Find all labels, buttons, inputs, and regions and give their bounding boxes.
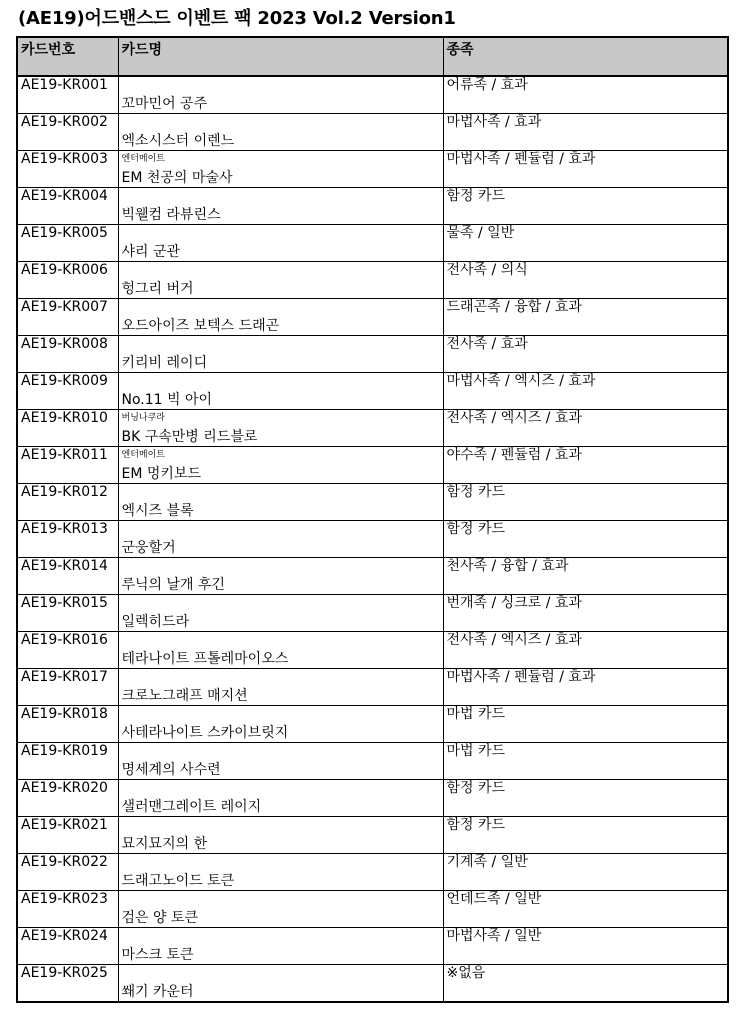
card-number-cell: AE19-KR014 (17, 558, 118, 595)
card-name: 빅웰컴 라뷰린스 (121, 207, 221, 223)
table-row (17, 743, 728, 780)
table-row (17, 151, 728, 188)
table-row (17, 669, 728, 706)
card-number-cell: AE19-KR018 (17, 706, 118, 743)
table-row (17, 188, 728, 225)
card-number-cell: AE19-KR022 (17, 854, 118, 891)
card-name-cell (118, 262, 443, 299)
table-row (17, 891, 728, 928)
table-row (17, 373, 728, 410)
card-type-cell: 물족 / 일반 (443, 225, 728, 262)
card-name-cell (118, 299, 443, 336)
card-name: No.11 빅 아이 (121, 392, 213, 408)
card-name: 드래고노이드 토큰 (121, 873, 235, 889)
card-number-cell: AE19-KR001 (17, 76, 118, 114)
table-row (17, 76, 728, 114)
card-name-cell (118, 410, 443, 447)
card-number-cell: AE19-KR020 (17, 780, 118, 817)
card-type-cell: 마법사족 / 펜듈럼 / 효과 (443, 151, 728, 188)
table-row (17, 817, 728, 854)
card-name-cell (118, 780, 443, 817)
card-name: 엑시즈 블록 (121, 503, 194, 519)
card-name-cell (118, 965, 443, 1003)
card-name-cell (118, 891, 443, 928)
card-number-cell: AE19-KR008 (17, 336, 118, 373)
page-title: (AE19)어드밴스드 이벤트 팩 2023 Vol.2 Version1 (18, 8, 456, 29)
card-type-cell: 전사족 / 효과 (443, 336, 728, 373)
card-number-cell: AE19-KR025 (17, 965, 118, 1003)
table-row (17, 632, 728, 669)
card-number-cell: AE19-KR021 (17, 817, 118, 854)
card-type-cell: 함정 카드 (443, 780, 728, 817)
card-name-cell (118, 373, 443, 410)
table-row (17, 854, 728, 891)
card-type-cell: 마법 카드 (443, 706, 728, 743)
card-name: 사테라나이트 스카이브릿지 (121, 725, 289, 741)
card-name: EM 천공의 마술사 (121, 170, 233, 186)
table-row (17, 521, 728, 558)
table-row (17, 595, 728, 632)
card-name-cell (118, 484, 443, 521)
card-type-cell: 드래곤족 / 융합 / 효과 (443, 299, 728, 336)
card-type-cell: 기계족 / 일반 (443, 854, 728, 891)
card-name-cell (118, 558, 443, 595)
table-row (17, 965, 728, 1003)
card-type-cell: 마법사족 / 일반 (443, 928, 728, 965)
card-number-cell: AE19-KR005 (17, 225, 118, 262)
card-name: 샤리 군관 (121, 244, 181, 260)
card-number-cell: AE19-KR010 (17, 410, 118, 447)
card-type-cell: 함정 카드 (443, 817, 728, 854)
card-name-cell (118, 114, 443, 151)
card-name-cell (118, 817, 443, 854)
card-name-cell (118, 151, 443, 188)
header-card-type: 종족 (443, 37, 728, 76)
card-number-cell: AE19-KR024 (17, 928, 118, 965)
card-number-cell: AE19-KR009 (17, 373, 118, 410)
table-header-row (17, 37, 728, 76)
card-list-table (16, 36, 729, 1003)
card-name: 오드아이즈 보텍스 드래곤 (121, 318, 280, 334)
card-name-cell (118, 336, 443, 373)
table-row (17, 484, 728, 521)
card-name: 쐐기 카운터 (121, 984, 194, 1000)
card-name-cell (118, 632, 443, 669)
card-name-cell (118, 76, 443, 114)
card-name: 꼬마민어 공주 (121, 96, 208, 112)
card-name: BK 구속만병 리드블로 (121, 429, 258, 445)
card-number-cell: AE19-KR004 (17, 188, 118, 225)
card-name-cell (118, 225, 443, 262)
card-name: 마스크 토큰 (121, 947, 194, 963)
card-name: 크로노그래프 매지션 (121, 688, 248, 704)
card-name-ruby: 엔터메이트 (121, 450, 165, 460)
table-row (17, 299, 728, 336)
card-type-cell: 함정 카드 (443, 188, 728, 225)
card-name: 헝그리 버거 (121, 281, 194, 297)
card-type-cell: 마법 카드 (443, 743, 728, 780)
card-name-ruby: 버닝나쿠라 (121, 413, 165, 423)
card-number-cell: AE19-KR007 (17, 299, 118, 336)
card-name-cell (118, 669, 443, 706)
card-name-cell (118, 595, 443, 632)
card-name: 묘지묘지의 한 (121, 836, 208, 852)
card-name: EM 멍키보드 (121, 466, 201, 482)
card-number-cell: AE19-KR019 (17, 743, 118, 780)
card-number-cell: AE19-KR016 (17, 632, 118, 669)
card-type-cell: 함정 카드 (443, 484, 728, 521)
card-type-cell: 마법사족 / 펜듈럼 / 효과 (443, 669, 728, 706)
card-name: 군웅할거 (121, 540, 176, 556)
card-number-cell: AE19-KR006 (17, 262, 118, 299)
card-name-cell (118, 188, 443, 225)
card-number-cell: AE19-KR015 (17, 595, 118, 632)
card-name: 명세계의 사수련 (121, 762, 221, 778)
card-name-cell (118, 854, 443, 891)
card-type-cell: 전사족 / 의식 (443, 262, 728, 299)
card-type-cell: 함정 카드 (443, 521, 728, 558)
card-name-cell (118, 928, 443, 965)
card-type-cell: 어류족 / 효과 (443, 76, 728, 114)
table-row (17, 558, 728, 595)
card-number-cell: AE19-KR012 (17, 484, 118, 521)
card-name: 검은 양 토큰 (121, 910, 199, 926)
card-number-cell: AE19-KR023 (17, 891, 118, 928)
card-type-cell: 전사족 / 엑시즈 / 효과 (443, 410, 728, 447)
card-name-cell (118, 521, 443, 558)
card-type-cell: 번개족 / 싱크로 / 효과 (443, 595, 728, 632)
table-row (17, 780, 728, 817)
card-name-cell (118, 447, 443, 484)
card-type-cell: 천사족 / 융합 / 효과 (443, 558, 728, 595)
card-type-cell: 야수족 / 펜듈럼 / 효과 (443, 447, 728, 484)
table-row (17, 706, 728, 743)
card-number-cell: AE19-KR003 (17, 151, 118, 188)
card-type-cell: 마법사족 / 효과 (443, 114, 728, 151)
card-name-cell (118, 743, 443, 780)
card-number-cell: AE19-KR017 (17, 669, 118, 706)
card-name: 엑소시스터 이렌느 (121, 133, 235, 149)
card-type-cell: ※없음 (443, 965, 728, 1003)
card-type-cell: 마법사족 / 엑시즈 / 효과 (443, 373, 728, 410)
header-card-number: 카드번호 (17, 37, 118, 76)
card-name-ruby: 엔터메이트 (121, 154, 165, 164)
card-name: 일렉히드라 (121, 614, 190, 630)
card-number-cell: AE19-KR013 (17, 521, 118, 558)
card-name: 키리비 레이디 (121, 355, 208, 371)
table-row (17, 336, 728, 373)
table-row (17, 410, 728, 447)
card-type-cell: 언데드족 / 일반 (443, 891, 728, 928)
card-name: 샐러맨그레이트 레이지 (121, 799, 262, 815)
card-name: 테라나이트 프톨레마이오스 (121, 651, 289, 667)
card-name: 루닉의 날개 후긴 (121, 577, 226, 593)
table-row (17, 262, 728, 299)
table-row (17, 114, 728, 151)
card-type-cell: 전사족 / 엑시즈 / 효과 (443, 632, 728, 669)
table-row (17, 928, 728, 965)
table-row (17, 225, 728, 262)
table-row (17, 447, 728, 484)
card-name-cell (118, 706, 443, 743)
header-card-name: 카드명 (118, 37, 443, 76)
card-number-cell: AE19-KR011 (17, 447, 118, 484)
card-number-cell: AE19-KR002 (17, 114, 118, 151)
